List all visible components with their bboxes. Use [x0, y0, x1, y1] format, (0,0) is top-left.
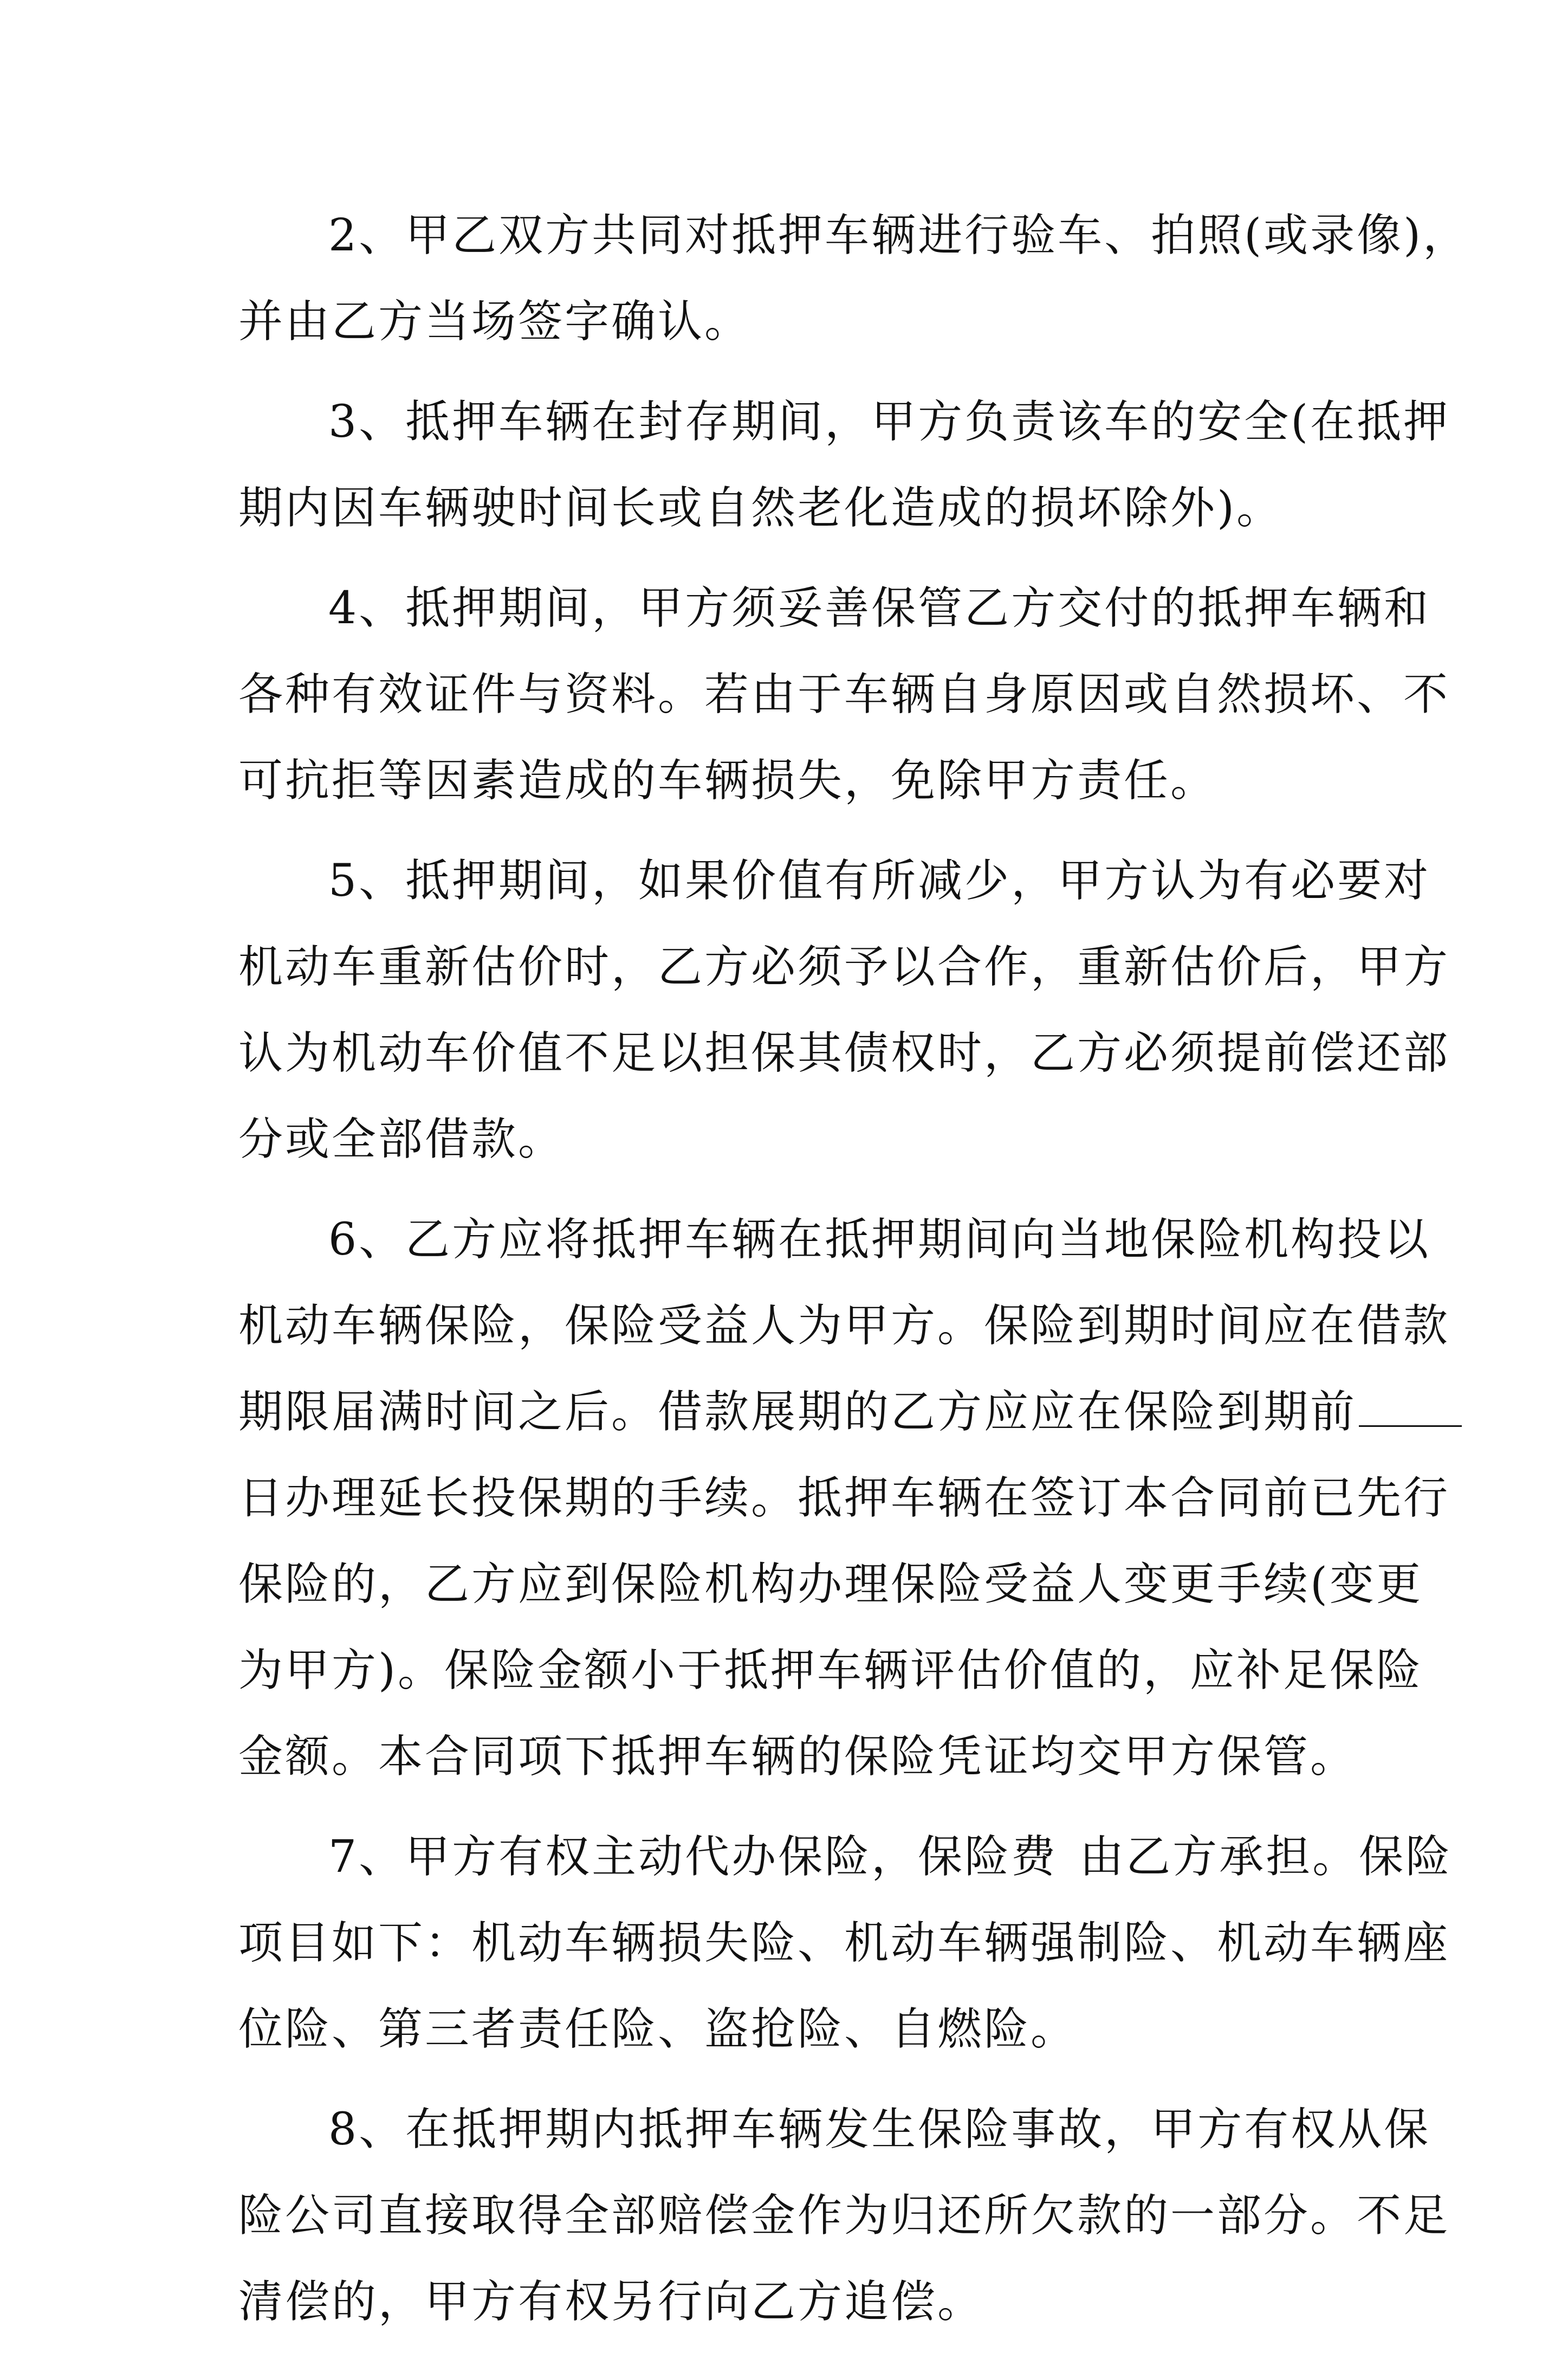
clause-4 [238, 565, 1450, 824]
clause-3-line-1: 3、抵押车辆在封存期间，甲方负责该车的安全(在抵押 [328, 396, 1450, 448]
clause-5-line-2: 机动车重新估价时，乙方必须予以合作，重新估价后，甲方 [238, 941, 1450, 993]
clause-4-line-1: 4、抵押期间，甲方须妥善保管乙方交付的抵押车辆和 [328, 583, 1431, 634]
clause-7 [238, 1814, 1453, 2072]
clause-2-line-1: 2、甲乙双方共同对抵押车辆进行验车、拍照(或录像)， [328, 210, 1470, 261]
clause-7-line-1-wrap [238, 1814, 1453, 1900]
clause-6-line-2: 机动车辆保险，保险受益人为甲方。保险到期时间应在借款 [238, 1300, 1450, 1352]
clause-6-line-3-wrap [238, 1369, 1357, 1455]
clause-5-line-3: 认为机动车价值不足以担保其债权时，乙方必须提前偿还部 [238, 1027, 1450, 1079]
clause-2 [238, 192, 1470, 365]
document-body [238, 192, 1470, 2359]
clause-6-line-5: 保险的，乙方应到保险机构办理保险受益人变更手续(变更 [238, 1559, 1423, 1610]
clause-6-line-1: 6、乙方应将抵押车辆在抵押期间向当地保险机构投以 [328, 1214, 1431, 1265]
clause-4-line-2: 各种有效证件与资料。若由于车辆自身原因或自然损坏、不 [238, 669, 1450, 720]
clause-6-line-7: 金额。本合同项下抵押车辆的保险凭证均交甲方保管。 [238, 1731, 1357, 1782]
clause-8-line-1: 8、在抵押期内抵押车辆发生保险事故，甲方有权从保 [328, 2104, 1431, 2155]
clause-8-line-2: 险公司直接取得全部赔偿金作为归还所欠款的一部分。不足 [238, 2190, 1450, 2241]
clause-8-line-3: 清偿的，甲方有权另行向乙方追偿。 [238, 2276, 984, 2328]
clause-6-line-6: 为甲方)。保险金额小于抵押车辆评估价值的，应补足保险 [238, 1645, 1423, 1696]
clause-8 [238, 2086, 1450, 2345]
clause-3 [238, 379, 1450, 551]
clause-7-line-3: 位险、第三者责任险、盗抢险、自燃险。 [238, 2003, 1078, 2055]
clause-6-line-3: 期限届满时间之后。借款展期的乙方应应在保险到期前 [238, 1386, 1357, 1438]
clause-5-line-4: 分或全部借款。 [238, 1114, 565, 1165]
clause-6-line-4: 日办理延长投保期的手续。抵押车辆在签订本合同前已先行 [238, 1472, 1450, 1524]
clause-7-line-1a: 7、甲方有权主动代办保险，保险费 [328, 1831, 1058, 1883]
clause-2-line-2: 并由乙方当场签字确认。 [238, 296, 751, 347]
clause-7-line-1b: 由乙方承担。保险 [1079, 1831, 1453, 1883]
clause-7-line-2: 项目如下：机动车辆损失险、机动车辆强制险、机动车辆座 [238, 1917, 1450, 1969]
clause-3-line-2: 期内因车辆驶时间长或自然老化造成的损坏除外)。 [238, 482, 1283, 534]
clause-5-line-1: 5、抵押期间，如果价值有所减少，甲方认为有必要对 [328, 855, 1431, 907]
clause-6 [238, 1197, 1450, 1800]
fill-in-blank [1359, 1393, 1462, 1427]
clause-4-line-3: 可抗拒等因素造成的车辆损失，免除甲方责任。 [238, 755, 1217, 806]
clause-5 [238, 838, 1450, 1182]
